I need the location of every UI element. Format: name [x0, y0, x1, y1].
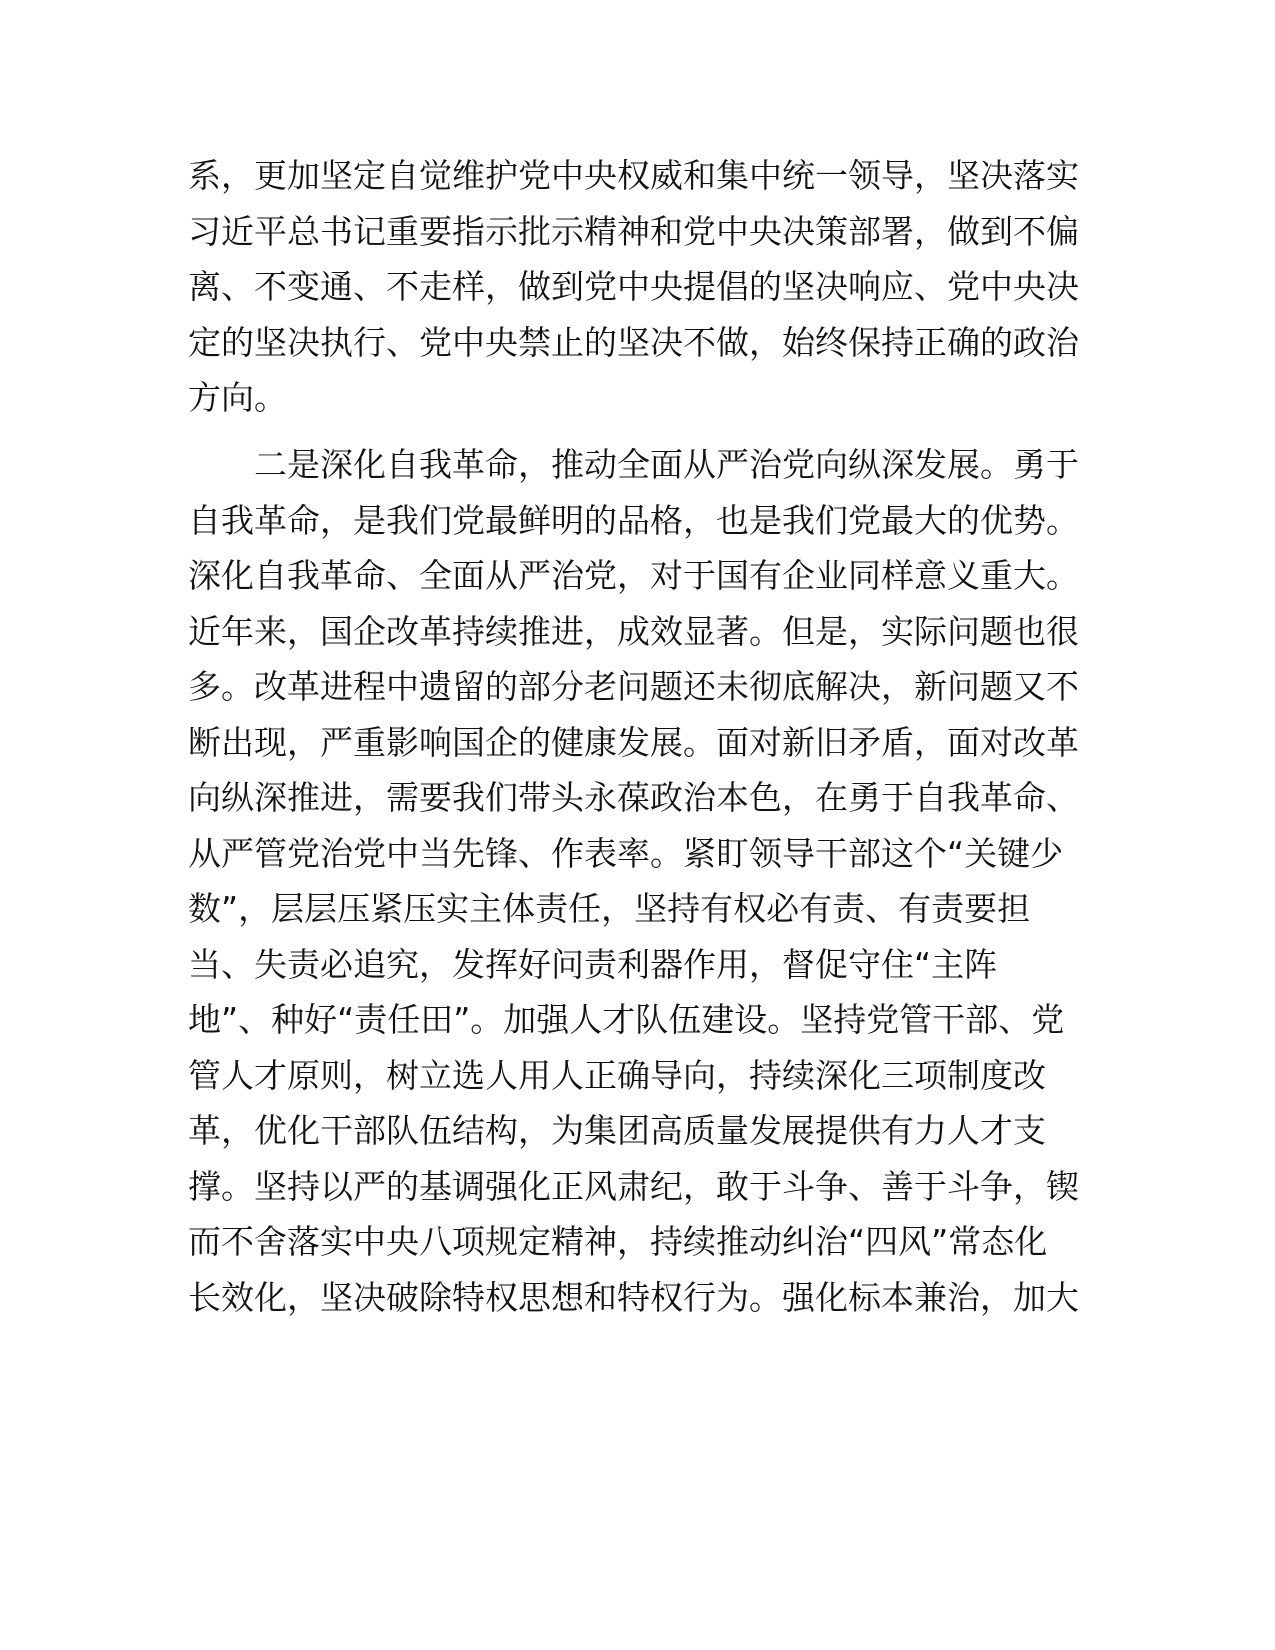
text-line: 管人才原则，树立选人用人正确导向，持续深化三项制度改: [188, 1056, 1046, 1095]
text-line: 从严管党治党中当先锋、作表率。紧盯领导干部这个“关键少: [188, 834, 1064, 873]
text-line: 近年来，国企改革持续推进，成效显著。但是，实际问题也很: [188, 612, 1079, 651]
text-line: 长效化，坚决破除特权思想和特权行为。强化标本兼治，加大: [188, 1278, 1079, 1317]
text-line: 断出现，严重影响国企的健康发展。面对新旧矛盾，面对改革: [188, 723, 1079, 762]
text-line: 革，优化干部队伍结构，为集团高质量发展提供有力人才支: [188, 1111, 1046, 1150]
text-line: 习近平总书记重要指示批示精神和党中央决策部署，做到不偏: [188, 212, 1079, 251]
text-line: 二是深化自我革命，推动全面从严治党向纵深发展。勇于: [254, 445, 1079, 484]
text-line: 方向。: [188, 378, 287, 417]
text-line: 撑。坚持以严的基调强化正风肃纪，敢于斗争、善于斗争，锲: [188, 1167, 1079, 1206]
text-line: 当、失责必追究，发挥好问责利器作用，督促守住“主阵: [188, 945, 998, 984]
text-line: 定的坚决执行、党中央禁止的坚决不做，始终保持正确的政治: [188, 323, 1079, 362]
text-line: 系，更加坚定自觉维护党中央权威和集中统一领导，坚决落实: [188, 156, 1079, 195]
text-line: 离、不变通、不走样，做到党中央提倡的坚决响应、党中央决: [188, 267, 1079, 306]
text-line: 多。改革进程中遗留的部分老问题还未彻底解决，新问题又不: [188, 667, 1079, 706]
text-line: 自我革命，是我们党最鲜明的品格，也是我们党最大的优势。: [188, 501, 1079, 540]
text-line: 向纵深推进，需要我们带头永葆政治本色，在勇于自我革命、: [188, 778, 1079, 817]
text-line: 数”，层层压紧压实主体责任，坚持有权必有责、有责要担: [188, 889, 1031, 928]
text-line: 深化自我革命、全面从严治党，对于国有企业同样意义重大。: [188, 556, 1079, 595]
text-line: 而不舍落实中央八项规定精神，持续推动纠治“四风”常态化: [188, 1222, 1048, 1261]
text-line: 地”、种好“责任田”。加强人才队伍建设。坚持党管干部、党: [188, 1000, 1065, 1039]
